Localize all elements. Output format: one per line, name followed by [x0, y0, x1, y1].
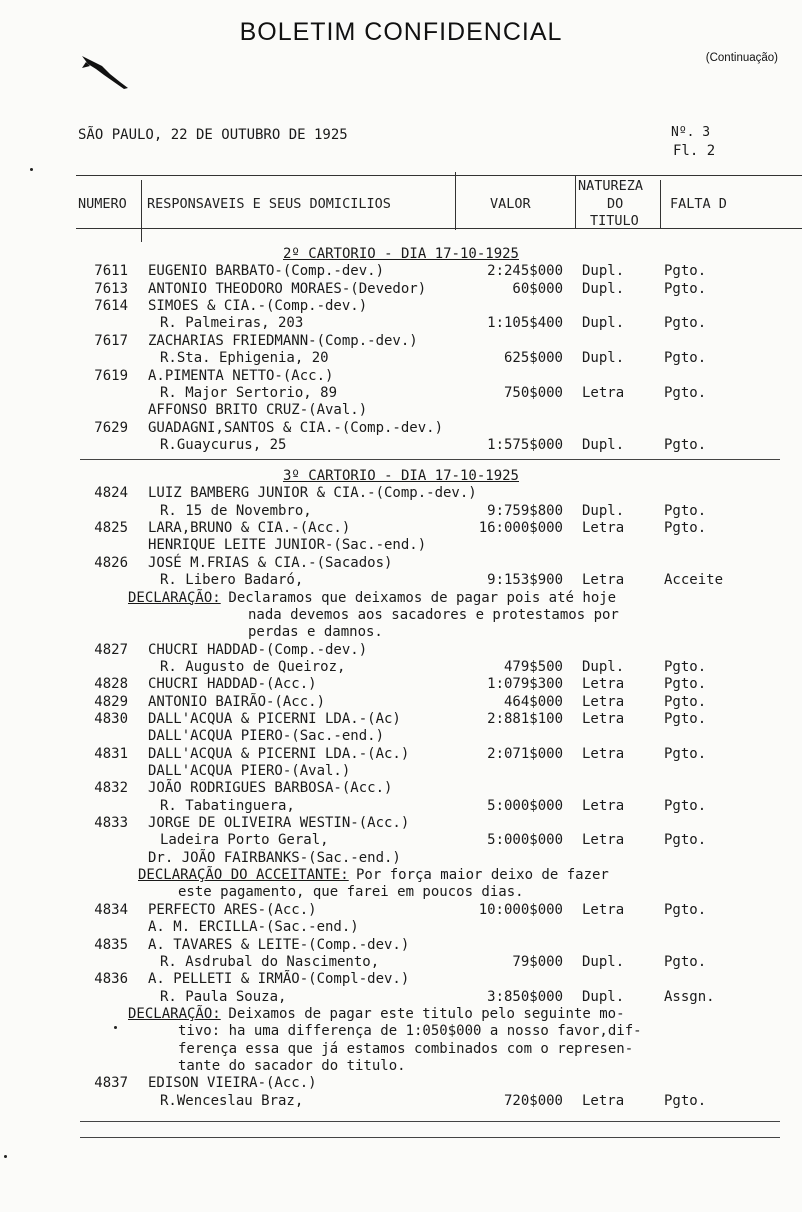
row-responsible: AFFONSO BRITO CRUZ-(Aval.) [148, 402, 368, 419]
ledger-row [0, 437, 802, 454]
row-responsible: CHUCRI HADDAD-(Acc.) [148, 676, 317, 693]
ledger-row [0, 676, 802, 693]
col-header-numero: NUMERO [78, 196, 127, 212]
continuation-label: (Continuação) [705, 52, 778, 64]
row-value: 5:000$000 [487, 797, 563, 814]
row-natureza: Dupl. [582, 263, 625, 280]
row-responsible: JORGE DE OLIVEIRA WESTIN-(Acc.) [148, 815, 410, 831]
row-responsible: R.Wenceslau Braz, [160, 1092, 304, 1109]
ledger-row [0, 937, 802, 954]
row-number: 7611 [94, 263, 128, 280]
row-falta: Pgto. [664, 502, 707, 519]
row-number: 4828 [94, 676, 128, 693]
row-natureza: Letra [582, 384, 625, 401]
row-responsible: CHUCRI HADDAD-(Comp.-dev.) [148, 641, 368, 658]
row-value: 5:000$000 [487, 832, 563, 849]
row-natureza: Letra [582, 676, 625, 693]
ledger-row [0, 555, 802, 572]
row-responsible: R. Paula Souza, [160, 988, 287, 1005]
row-value: 16:000$000 [478, 520, 563, 537]
row-value: 464$000 [503, 693, 563, 710]
row-responsible: JOSÉ M.FRIAS & CIA.-(Sacados) [148, 554, 393, 571]
row-responsible: A. TAVARES & LEITE-(Comp.-dev.) [148, 936, 410, 953]
row-number: 4826 [94, 554, 128, 571]
section-title: 3º CARTORIO - DIA 17-10-1925 [282, 468, 519, 484]
scan-speck [4, 1155, 7, 1158]
footer-rule-1 [80, 1121, 780, 1122]
ledger-row [0, 503, 802, 520]
row-falta: Pgto. [664, 436, 707, 453]
row-falta: Pgto. [664, 384, 707, 401]
declaration-text: Deixamos de pagar este titulo pelo seguinte mo- [228, 1005, 625, 1022]
declaration-line [0, 867, 802, 884]
declaration-line [0, 1006, 802, 1023]
row-value: 2:881$100 [487, 710, 563, 727]
row-falta: Pgto. [664, 710, 707, 727]
row-responsible: Ladeira Porto Geral, [160, 832, 329, 849]
row-falta: Pgto. [664, 315, 707, 332]
row-responsible: EDISON VIEIRA-(Acc.) [148, 1075, 317, 1092]
row-responsible: A. M. ERCILLA-(Sac.-end.) [148, 919, 359, 936]
row-responsible: R. Libero Badaró, [160, 572, 304, 589]
section-heading [0, 246, 802, 263]
row-number: 7614 [94, 298, 128, 315]
row-natureza: Dupl. [582, 502, 625, 519]
row-natureza: Dupl. [582, 988, 625, 1005]
row-natureza: Dupl. [582, 658, 625, 675]
row-falta: Pgto. [664, 350, 707, 367]
ledger-row [0, 780, 802, 797]
ledger-row [0, 763, 802, 780]
row-number: 4835 [94, 936, 128, 953]
document-title: BOLETIM CONFIDENCIAL [239, 18, 563, 46]
row-responsible: SIMOES & CIA.-(Comp.-dev.) [148, 298, 368, 315]
ledger-row [0, 520, 802, 537]
dateline: SÃO PAULO, 22 DE OUTUBRO DE 1925 [78, 127, 348, 143]
row-natureza: Dupl. [582, 350, 625, 367]
ledger-row [0, 281, 802, 298]
row-number: 4829 [94, 693, 128, 710]
ledger-row [0, 746, 802, 763]
row-falta: Pgto. [664, 693, 707, 710]
row-responsible: R. Major Sertorio, 89 [160, 384, 338, 401]
ledger-row [0, 385, 802, 402]
declaration-continuation [0, 1023, 802, 1040]
section-title: 2º CARTORIO - DIA 17-10-1925 [282, 246, 519, 262]
row-responsible: DALL'ACQUA PIERO-(Aval.) [148, 763, 351, 779]
ledger-row [0, 954, 802, 971]
declaration-continuation [0, 1041, 802, 1058]
row-value: 2:071$000 [487, 745, 563, 762]
section-heading [0, 468, 802, 485]
declaration-text: Por força maior deixo de fazer [356, 867, 609, 884]
row-value: 3:850$000 [487, 988, 563, 1005]
declaration-text: este pagamento, que farei em poucos dias. [178, 884, 524, 901]
row-number: 4832 [94, 780, 128, 797]
row-value: 479$500 [503, 658, 563, 675]
ledger-row [0, 485, 802, 502]
row-number: 4836 [94, 971, 128, 988]
row-responsible: HENRIQUE LEITE JUNIOR-(Sac.-end.) [148, 537, 427, 554]
row-number: 4824 [94, 485, 128, 502]
row-responsible: DALL'ACQUA & PICERNI LDA.-(Ac.) [148, 745, 410, 762]
row-value: 1:105$400 [487, 315, 563, 332]
ledger-row [0, 902, 802, 919]
declaration-text: tivo: ha uma differença de 1:050$000 a nosso favor,dif- [178, 1023, 642, 1040]
row-responsible: R.Guaycurus, 25 [160, 436, 287, 453]
row-responsible: R.Sta. Ephigenia, 20 [160, 350, 329, 367]
row-natureza: Letra [582, 693, 625, 710]
scan-speck [30, 168, 33, 171]
ledger-row [0, 402, 802, 419]
row-falta: Pgto. [664, 520, 707, 537]
col-header-natureza-1: NATUREZA [578, 178, 644, 194]
row-number: 7619 [94, 367, 128, 384]
row-value: 1:575$000 [487, 436, 563, 453]
footer-rule-2 [80, 1137, 780, 1138]
ledger-row [0, 711, 802, 728]
row-number: 4837 [94, 1075, 128, 1092]
col-header-natureza-3: TITULO [590, 213, 639, 229]
row-value: 750$000 [503, 384, 563, 401]
row-natureza: Dupl. [582, 280, 625, 297]
row-natureza: Dupl. [582, 315, 625, 332]
row-responsible: ZACHARIAS FRIEDMANN-(Comp.-dev.) [148, 332, 418, 349]
row-value: 1:079$300 [487, 676, 563, 693]
row-value: 79$000 [512, 953, 563, 970]
row-responsible: R. Tabatinguera, [160, 797, 295, 814]
row-falta: Pgto. [664, 797, 707, 814]
ledger-row [0, 298, 802, 315]
row-natureza: Letra [582, 745, 625, 762]
row-responsible: A.PIMENTA NETTO-(Acc.) [148, 367, 334, 384]
ledger-row [0, 728, 802, 745]
row-natureza: Dupl. [582, 436, 625, 453]
declaration-text: perdas e damnos. [248, 624, 383, 641]
ledger-row [0, 1075, 802, 1092]
declaration-continuation [0, 884, 802, 901]
row-responsible: R. Palmeiras, 203 [160, 315, 304, 332]
ledger-row [0, 694, 802, 711]
scan-speck [114, 1026, 117, 1029]
row-responsible: ANTONIO THEODORO MORAES-(Devedor) [148, 280, 427, 297]
row-falta: Pgto. [664, 676, 707, 693]
ledger-row [0, 420, 802, 437]
ledger-row [0, 850, 802, 867]
row-value: 9:759$800 [487, 502, 563, 519]
row-value: 625$000 [503, 350, 563, 367]
row-natureza: Letra [582, 572, 625, 589]
col-header-responsaveis: RESPONSAVEIS E SEUS DOMICILIOS [147, 196, 391, 212]
ledger-row [0, 642, 802, 659]
ledger-row [0, 572, 802, 589]
row-responsible: A. PELLETI & IRMÃO-(Compl-dev.) [148, 971, 410, 988]
ledger-row [0, 659, 802, 676]
declaration-text: nada devemos aos sacadores e protestamos por [248, 606, 619, 623]
row-responsible: R. Augusto de Queiroz, [160, 658, 346, 675]
row-natureza: Letra [582, 1092, 625, 1109]
ledger-row [0, 315, 802, 332]
ledger-row [0, 989, 802, 1006]
row-value: 2:245$000 [487, 263, 563, 280]
row-value: 60$000 [512, 280, 563, 297]
row-value: 9:153$900 [487, 572, 563, 589]
row-responsible: LARA,BRUNO & CIA.-(Acc.) [148, 520, 351, 537]
row-natureza: Letra [582, 520, 625, 537]
ledger-row [0, 971, 802, 988]
row-falta: Pgto. [664, 901, 707, 918]
row-number: 4830 [94, 710, 128, 727]
row-responsible: PERFECTO ARES-(Acc.) [148, 901, 317, 918]
row-number: 4834 [94, 901, 128, 918]
row-responsible: R. 15 de Novembro, [160, 502, 312, 519]
row-natureza: Letra [582, 710, 625, 727]
declaration-continuation [0, 624, 802, 641]
declaration-label: DECLARAÇÃO: [128, 589, 221, 606]
row-number: 7629 [94, 419, 128, 436]
row-falta: Pgto. [664, 953, 707, 970]
ledger-row [0, 368, 802, 385]
row-responsible: ANTONIO BAIRÃO-(Acc.) [148, 693, 326, 710]
ledger-row [0, 832, 802, 849]
row-falta: Assgn. [664, 988, 715, 1005]
ledger-row [0, 919, 802, 936]
bulletin-number: Nº. 3 [671, 125, 711, 140]
row-falta: Acceite [664, 572, 724, 589]
row-number: 4825 [94, 520, 128, 537]
row-falta: Pgto. [664, 745, 707, 762]
row-number: 4831 [94, 745, 128, 762]
section-separator [80, 459, 780, 460]
ledger-row [0, 1093, 802, 1110]
declaration-label: DECLARAÇÃO DO ACCEITANTE: [138, 867, 349, 884]
row-natureza: Letra [582, 901, 625, 918]
declaration-line [0, 590, 802, 607]
row-falta: Pgto. [664, 263, 707, 280]
ledger-row [0, 333, 802, 350]
row-responsible: Dr. JOÃO FAIRBANKS-(Sac.-end.) [148, 849, 401, 866]
declaration-text: ferença essa que já estamos combinados com o represen- [178, 1040, 634, 1057]
row-falta: Pgto. [664, 832, 707, 849]
ledger-row [0, 815, 802, 832]
ledger-row [0, 798, 802, 815]
folha-number: Fl. 2 [673, 143, 716, 159]
row-falta: Pgto. [664, 1092, 707, 1109]
row-number: 4827 [94, 641, 128, 658]
row-responsible: DALL'ACQUA PIERO-(Sac.-end.) [148, 728, 385, 745]
row-natureza: Letra [582, 797, 625, 814]
row-natureza: Dupl. [582, 953, 625, 970]
ledger-row [0, 350, 802, 367]
row-responsible: DALL'ACQUA & PICERNI LDA.-(Ac) [148, 710, 401, 727]
row-responsible: LUIZ BAMBERG JUNIOR & CIA.-(Comp.-dev.) [148, 485, 477, 502]
ledger-row [0, 537, 802, 554]
row-number: 7617 [94, 332, 128, 349]
row-number: 7613 [94, 280, 128, 297]
declaration-continuation [0, 607, 802, 624]
row-natureza: Letra [582, 832, 625, 849]
row-responsible: JOÃO RODRIGUES BARBOSA-(Acc.) [148, 780, 393, 797]
row-responsible: GUADAGNI,SANTOS & CIA.-(Comp.-dev.) [148, 419, 444, 436]
row-number: 4833 [94, 815, 128, 831]
row-falta: Pgto. [664, 658, 707, 675]
row-responsible: R. Asdrubal do Nascimento, [160, 953, 380, 970]
declaration-continuation [0, 1058, 802, 1075]
declaration-text: tante do sacador do titulo. [178, 1057, 406, 1074]
row-responsible: EUGENIO BARBATO-(Comp.-dev.) [148, 263, 385, 280]
ledger-row [0, 263, 802, 280]
row-value: 10:000$000 [478, 901, 563, 918]
col-header-natureza-2: DO [607, 196, 624, 212]
declaration-text: Declaramos que deixamos de pagar pois até hoje [228, 589, 617, 606]
row-falta: Pgto. [664, 280, 707, 297]
col-header-valor: VALOR [490, 196, 531, 212]
declaration-label: DECLARAÇÃO: [128, 1005, 221, 1022]
row-value: 720$000 [503, 1092, 563, 1109]
col-header-falta: FALTA D [670, 196, 727, 212]
